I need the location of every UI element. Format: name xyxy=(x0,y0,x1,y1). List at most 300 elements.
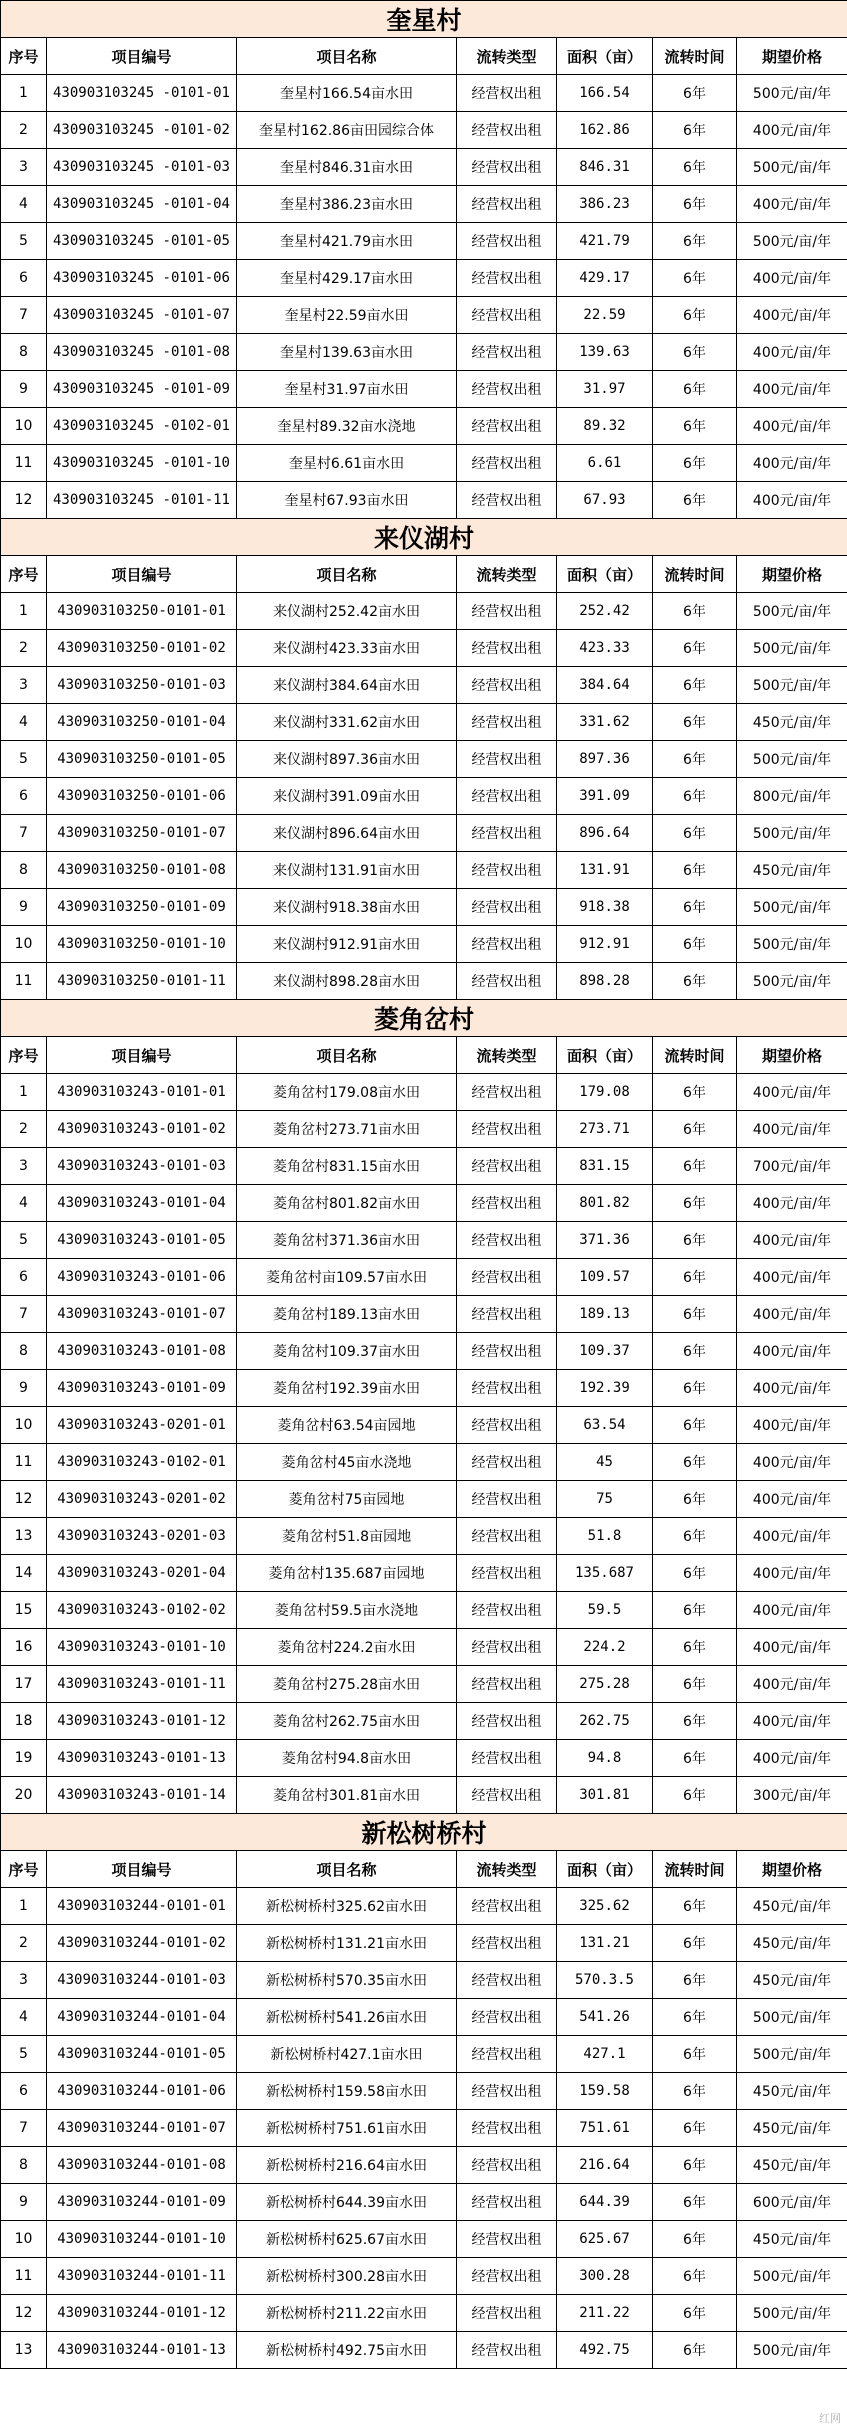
project-name-cell: 奎星村429.17亩水田 xyxy=(237,260,457,297)
project-name-cell: 来仪湖村252.42亩水田 xyxy=(237,593,457,630)
duration-cell: 6年 xyxy=(653,1629,737,1666)
project-name-cell: 新松树桥村427.1亩水田 xyxy=(237,2036,457,2073)
price-cell: 400元/亩/年 xyxy=(737,1444,847,1481)
table-row xyxy=(1,408,847,445)
table-row xyxy=(1,1592,847,1629)
project-name-cell: 菱角岔村51.8亩园地 xyxy=(237,1518,457,1555)
duration-cell: 6年 xyxy=(653,1296,737,1333)
project-name-cell: 来仪湖村912.91亩水田 xyxy=(237,926,457,963)
project-code-cell: 430903103243-0102-02 xyxy=(47,1592,237,1629)
seq-cell: 8 xyxy=(1,852,47,889)
area-cell: 300.28 xyxy=(557,2258,653,2295)
area-cell: 421.79 xyxy=(557,223,653,260)
seq-cell: 2 xyxy=(1,1925,47,1962)
table-row xyxy=(1,2073,847,2110)
project-name-cell: 来仪湖村423.33亩水田 xyxy=(237,630,457,667)
price-cell: 500元/亩/年 xyxy=(737,223,847,260)
price-cell: 400元/亩/年 xyxy=(737,1629,847,1666)
village-title: 菱角岔村 xyxy=(1,1000,847,1037)
price-cell: 400元/亩/年 xyxy=(737,1296,847,1333)
duration-cell: 6年 xyxy=(653,1999,737,2036)
project-code-cell: 430903103243-0101-06 xyxy=(47,1259,237,1296)
price-cell: 450元/亩/年 xyxy=(737,2221,847,2258)
project-name-cell: 菱角岔村109.37亩水田 xyxy=(237,1333,457,1370)
project-name-cell: 奎星村139.63亩水田 xyxy=(237,334,457,371)
table-row xyxy=(1,334,847,371)
area-cell: 89.32 xyxy=(557,408,653,445)
price-cell: 500元/亩/年 xyxy=(737,593,847,630)
project-code-cell: 430903103245 -0101-09 xyxy=(47,371,237,408)
area-cell: 897.36 xyxy=(557,741,653,778)
project-name-cell: 菱角岔村189.13亩水田 xyxy=(237,1296,457,1333)
seq-cell: 7 xyxy=(1,297,47,334)
table-row xyxy=(1,1666,847,1703)
project-code-cell: 430903103243-0201-01 xyxy=(47,1407,237,1444)
price-cell: 500元/亩/年 xyxy=(737,2332,847,2369)
seq-cell: 3 xyxy=(1,149,47,186)
seq-cell: 9 xyxy=(1,371,47,408)
project-code-cell: 430903103250-0101-02 xyxy=(47,630,237,667)
project-name-cell: 奎星村67.93亩水田 xyxy=(237,482,457,519)
duration-cell: 6年 xyxy=(653,1777,737,1814)
transfer-type-cell: 经营权出租 xyxy=(457,741,557,778)
table-row xyxy=(1,1185,847,1222)
duration-cell: 6年 xyxy=(653,1481,737,1518)
project-name-cell: 菱角岔村371.36亩水田 xyxy=(237,1222,457,1259)
table-row xyxy=(1,1148,847,1185)
transfer-type-cell: 经营权出租 xyxy=(457,186,557,223)
seq-cell: 9 xyxy=(1,2184,47,2221)
header-row xyxy=(1,38,847,75)
transfer-type-cell: 经营权出租 xyxy=(457,1333,557,1370)
price-cell: 500元/亩/年 xyxy=(737,889,847,926)
area-cell: 139.63 xyxy=(557,334,653,371)
transfer-type-cell: 经营权出租 xyxy=(457,112,557,149)
project-code-cell: 430903103243-0101-11 xyxy=(47,1666,237,1703)
duration-cell: 6年 xyxy=(653,704,737,741)
project-code-cell: 430903103244-0101-07 xyxy=(47,2110,237,2147)
table-row xyxy=(1,1703,847,1740)
transfer-type-cell: 经营权出租 xyxy=(457,1148,557,1185)
area-cell: 492.75 xyxy=(557,2332,653,2369)
village-title-row xyxy=(1,1000,847,1037)
price-cell: 450元/亩/年 xyxy=(737,2110,847,2147)
transfer-type-cell: 经营权出租 xyxy=(457,2295,557,2332)
project-code-cell: 430903103245 -0101-03 xyxy=(47,149,237,186)
price-cell: 450元/亩/年 xyxy=(737,1962,847,1999)
transfer-type-cell: 经营权出租 xyxy=(457,1259,557,1296)
area-cell: 831.15 xyxy=(557,1148,653,1185)
area-cell: 391.09 xyxy=(557,778,653,815)
price-cell: 400元/亩/年 xyxy=(737,408,847,445)
seq-cell: 1 xyxy=(1,593,47,630)
duration-cell: 6年 xyxy=(653,408,737,445)
table-row xyxy=(1,1888,847,1925)
column-header: 序号 xyxy=(1,1851,47,1888)
table-row xyxy=(1,1111,847,1148)
project-name-cell: 菱角岔村275.28亩水田 xyxy=(237,1666,457,1703)
seq-cell: 8 xyxy=(1,1333,47,1370)
transfer-type-cell: 经营权出租 xyxy=(457,1481,557,1518)
project-code-cell: 430903103243-0201-04 xyxy=(47,1555,237,1592)
seq-cell: 17 xyxy=(1,1666,47,1703)
price-cell: 300元/亩/年 xyxy=(737,1777,847,1814)
duration-cell: 6年 xyxy=(653,852,737,889)
seq-cell: 8 xyxy=(1,334,47,371)
column-header: 序号 xyxy=(1,1037,47,1074)
duration-cell: 6年 xyxy=(653,815,737,852)
table-row xyxy=(1,630,847,667)
project-name-cell: 菱角岔村179.08亩水田 xyxy=(237,1074,457,1111)
price-cell: 450元/亩/年 xyxy=(737,1888,847,1925)
column-header: 项目编号 xyxy=(47,556,237,593)
project-code-cell: 430903103245 -0101-06 xyxy=(47,260,237,297)
area-cell: 51.8 xyxy=(557,1518,653,1555)
table-row xyxy=(1,2110,847,2147)
table-row xyxy=(1,1074,847,1111)
price-cell: 400元/亩/年 xyxy=(737,1111,847,1148)
table-row xyxy=(1,1925,847,1962)
duration-cell: 6年 xyxy=(653,926,737,963)
column-header: 面积（亩） xyxy=(557,1851,653,1888)
duration-cell: 6年 xyxy=(653,1407,737,1444)
seq-cell: 1 xyxy=(1,75,47,112)
area-cell: 135.687 xyxy=(557,1555,653,1592)
seq-cell: 12 xyxy=(1,482,47,519)
project-name-cell: 奎星村166.54亩水田 xyxy=(237,75,457,112)
project-code-cell: 430903103243-0101-12 xyxy=(47,1703,237,1740)
duration-cell: 6年 xyxy=(653,1185,737,1222)
transfer-type-cell: 经营权出租 xyxy=(457,334,557,371)
project-code-cell: 430903103244-0101-05 xyxy=(47,2036,237,2073)
transfer-type-cell: 经营权出租 xyxy=(457,445,557,482)
price-cell: 800元/亩/年 xyxy=(737,778,847,815)
project-code-cell: 430903103245 -0101-11 xyxy=(47,482,237,519)
project-code-cell: 430903103250-0101-07 xyxy=(47,815,237,852)
area-cell: 159.58 xyxy=(557,2073,653,2110)
transfer-type-cell: 经营权出租 xyxy=(457,1666,557,1703)
transfer-type-cell: 经营权出租 xyxy=(457,1592,557,1629)
column-header: 面积（亩） xyxy=(557,38,653,75)
transfer-type-cell: 经营权出租 xyxy=(457,1518,557,1555)
duration-cell: 6年 xyxy=(653,1666,737,1703)
area-cell: 331.62 xyxy=(557,704,653,741)
duration-cell: 6年 xyxy=(653,1111,737,1148)
transfer-type-cell: 经营权出租 xyxy=(457,704,557,741)
seq-cell: 6 xyxy=(1,778,47,815)
seq-cell: 5 xyxy=(1,741,47,778)
project-name-cell: 新松树桥村625.67亩水田 xyxy=(237,2221,457,2258)
seq-cell: 10 xyxy=(1,408,47,445)
area-cell: 896.64 xyxy=(557,815,653,852)
price-cell: 500元/亩/年 xyxy=(737,75,847,112)
table-row xyxy=(1,1222,847,1259)
table-row xyxy=(1,1407,847,1444)
project-name-cell: 来仪湖村384.64亩水田 xyxy=(237,667,457,704)
duration-cell: 6年 xyxy=(653,2184,737,2221)
price-cell: 450元/亩/年 xyxy=(737,2147,847,2184)
area-cell: 275.28 xyxy=(557,1666,653,1703)
transfer-type-cell: 经营权出租 xyxy=(457,926,557,963)
price-cell: 400元/亩/年 xyxy=(737,1666,847,1703)
transfer-type-cell: 经营权出租 xyxy=(457,1111,557,1148)
area-cell: 192.39 xyxy=(557,1370,653,1407)
project-name-cell: 菱角岔村75亩园地 xyxy=(237,1481,457,1518)
duration-cell: 6年 xyxy=(653,2147,737,2184)
project-name-cell: 新松树桥村541.26亩水田 xyxy=(237,1999,457,2036)
column-header: 流转时间 xyxy=(653,1037,737,1074)
column-header: 流转类型 xyxy=(457,556,557,593)
village-title-row xyxy=(1,519,847,556)
seq-cell: 8 xyxy=(1,2147,47,2184)
area-cell: 31.97 xyxy=(557,371,653,408)
price-cell: 400元/亩/年 xyxy=(737,1333,847,1370)
area-cell: 325.62 xyxy=(557,1888,653,1925)
area-cell: 179.08 xyxy=(557,1074,653,1111)
project-name-cell: 菱角岔村192.39亩水田 xyxy=(237,1370,457,1407)
column-header: 流转时间 xyxy=(653,38,737,75)
seq-cell: 18 xyxy=(1,1703,47,1740)
price-cell: 400元/亩/年 xyxy=(737,186,847,223)
project-name-cell: 菱角岔村831.15亩水田 xyxy=(237,1148,457,1185)
project-name-cell: 菱角岔村亩109.57亩水田 xyxy=(237,1259,457,1296)
project-code-cell: 430903103244-0101-08 xyxy=(47,2147,237,2184)
column-header: 流转类型 xyxy=(457,1851,557,1888)
seq-cell: 10 xyxy=(1,1407,47,1444)
seq-cell: 19 xyxy=(1,1740,47,1777)
price-cell: 500元/亩/年 xyxy=(737,815,847,852)
project-code-cell: 430903103250-0101-06 xyxy=(47,778,237,815)
area-cell: 252.42 xyxy=(557,593,653,630)
duration-cell: 6年 xyxy=(653,2036,737,2073)
area-cell: 162.86 xyxy=(557,112,653,149)
project-code-cell: 430903103244-0101-04 xyxy=(47,1999,237,2036)
table-row xyxy=(1,963,847,1000)
transfer-type-cell: 经营权出租 xyxy=(457,2110,557,2147)
price-cell: 400元/亩/年 xyxy=(737,1481,847,1518)
project-code-cell: 430903103243-0101-13 xyxy=(47,1740,237,1777)
seq-cell: 12 xyxy=(1,2295,47,2332)
seq-cell: 20 xyxy=(1,1777,47,1814)
table-row xyxy=(1,1999,847,2036)
transfer-type-cell: 经营权出租 xyxy=(457,408,557,445)
price-cell: 500元/亩/年 xyxy=(737,630,847,667)
area-cell: 22.59 xyxy=(557,297,653,334)
column-header: 流转时间 xyxy=(653,556,737,593)
seq-cell: 4 xyxy=(1,704,47,741)
table-row xyxy=(1,889,847,926)
project-name-cell: 菱角岔村224.2亩水田 xyxy=(237,1629,457,1666)
table-row xyxy=(1,778,847,815)
seq-cell: 2 xyxy=(1,112,47,149)
table-row xyxy=(1,2258,847,2295)
transfer-type-cell: 经营权出租 xyxy=(457,2184,557,2221)
duration-cell: 6年 xyxy=(653,1962,737,1999)
project-name-cell: 奎星村162.86亩田园综合体 xyxy=(237,112,457,149)
area-cell: 59.5 xyxy=(557,1592,653,1629)
duration-cell: 6年 xyxy=(653,1148,737,1185)
column-header: 项目编号 xyxy=(47,1851,237,1888)
project-code-cell: 430903103243-0101-08 xyxy=(47,1333,237,1370)
column-header: 流转类型 xyxy=(457,38,557,75)
seq-cell: 11 xyxy=(1,1444,47,1481)
project-name-cell: 奎星村6.61亩水田 xyxy=(237,445,457,482)
village-title-row xyxy=(1,1,847,38)
duration-cell: 6年 xyxy=(653,1074,737,1111)
price-cell: 400元/亩/年 xyxy=(737,1074,847,1111)
transfer-type-cell: 经营权出租 xyxy=(457,2221,557,2258)
table-row xyxy=(1,1740,847,1777)
project-name-cell: 来仪湖村898.28亩水田 xyxy=(237,963,457,1000)
price-cell: 400元/亩/年 xyxy=(737,112,847,149)
transfer-type-cell: 经营权出租 xyxy=(457,2036,557,2073)
project-code-cell: 430903103250-0101-08 xyxy=(47,852,237,889)
table-row xyxy=(1,1777,847,1814)
transfer-type-cell: 经营权出租 xyxy=(457,371,557,408)
project-code-cell: 430903103250-0101-11 xyxy=(47,963,237,1000)
column-header: 项目名称 xyxy=(237,1037,457,1074)
project-code-cell: 430903103245 -0101-02 xyxy=(47,112,237,149)
price-cell: 400元/亩/年 xyxy=(737,297,847,334)
duration-cell: 6年 xyxy=(653,741,737,778)
table-row xyxy=(1,1333,847,1370)
seq-cell: 3 xyxy=(1,1148,47,1185)
seq-cell: 5 xyxy=(1,2036,47,2073)
table-row xyxy=(1,704,847,741)
area-cell: 371.36 xyxy=(557,1222,653,1259)
price-cell: 400元/亩/年 xyxy=(737,1259,847,1296)
project-code-cell: 430903103250-0101-05 xyxy=(47,741,237,778)
seq-cell: 4 xyxy=(1,186,47,223)
seq-cell: 1 xyxy=(1,1888,47,1925)
seq-cell: 13 xyxy=(1,1518,47,1555)
column-header: 项目名称 xyxy=(237,556,457,593)
duration-cell: 6年 xyxy=(653,112,737,149)
area-cell: 541.26 xyxy=(557,1999,653,2036)
transfer-type-cell: 经营权出租 xyxy=(457,223,557,260)
area-cell: 166.54 xyxy=(557,75,653,112)
price-cell: 400元/亩/年 xyxy=(737,371,847,408)
transfer-type-cell: 经营权出租 xyxy=(457,482,557,519)
area-cell: 6.61 xyxy=(557,445,653,482)
project-code-cell: 430903103245 -0101-01 xyxy=(47,75,237,112)
price-cell: 400元/亩/年 xyxy=(737,1703,847,1740)
header-row xyxy=(1,556,847,593)
price-cell: 400元/亩/年 xyxy=(737,1592,847,1629)
price-cell: 400元/亩/年 xyxy=(737,1740,847,1777)
project-code-cell: 430903103250-0101-10 xyxy=(47,926,237,963)
area-cell: 109.57 xyxy=(557,1259,653,1296)
project-name-cell: 新松树桥村300.28亩水田 xyxy=(237,2258,457,2295)
table-row xyxy=(1,1259,847,1296)
price-cell: 400元/亩/年 xyxy=(737,445,847,482)
project-name-cell: 菱角岔村94.8亩水田 xyxy=(237,1740,457,1777)
transfer-type-cell: 经营权出租 xyxy=(457,260,557,297)
transfer-type-cell: 经营权出租 xyxy=(457,1444,557,1481)
transfer-type-cell: 经营权出租 xyxy=(457,1629,557,1666)
price-cell: 400元/亩/年 xyxy=(737,1370,847,1407)
area-cell: 386.23 xyxy=(557,186,653,223)
project-name-cell: 新松树桥村131.21亩水田 xyxy=(237,1925,457,1962)
seq-cell: 11 xyxy=(1,2258,47,2295)
transfer-type-cell: 经营权出租 xyxy=(457,852,557,889)
price-cell: 450元/亩/年 xyxy=(737,852,847,889)
project-name-cell: 菱角岔村59.5亩水浇地 xyxy=(237,1592,457,1629)
seq-cell: 7 xyxy=(1,2110,47,2147)
project-code-cell: 430903103244-0101-10 xyxy=(47,2221,237,2258)
village-title-row xyxy=(1,1814,847,1851)
price-cell: 700元/亩/年 xyxy=(737,1148,847,1185)
project-name-cell: 奎星村846.31亩水田 xyxy=(237,149,457,186)
project-name-cell: 新松树桥村216.64亩水田 xyxy=(237,2147,457,2184)
table-row xyxy=(1,260,847,297)
project-code-cell: 430903103245 -0101-07 xyxy=(47,297,237,334)
price-cell: 450元/亩/年 xyxy=(737,1925,847,1962)
price-cell: 500元/亩/年 xyxy=(737,926,847,963)
project-code-cell: 430903103244-0101-06 xyxy=(47,2073,237,2110)
seq-cell: 3 xyxy=(1,1962,47,1999)
project-name-cell: 新松树桥村325.62亩水田 xyxy=(237,1888,457,1925)
project-name-cell: 菱角岔村301.81亩水田 xyxy=(237,1777,457,1814)
price-cell: 500元/亩/年 xyxy=(737,667,847,704)
project-code-cell: 430903103243-0101-02 xyxy=(47,1111,237,1148)
column-header: 项目名称 xyxy=(237,1851,457,1888)
seq-cell: 7 xyxy=(1,1296,47,1333)
duration-cell: 6年 xyxy=(653,445,737,482)
price-cell: 450元/亩/年 xyxy=(737,2073,847,2110)
header-row xyxy=(1,1037,847,1074)
seq-cell: 6 xyxy=(1,260,47,297)
column-header: 项目名称 xyxy=(237,38,457,75)
column-header: 流转类型 xyxy=(457,1037,557,1074)
price-cell: 500元/亩/年 xyxy=(737,2258,847,2295)
table-row xyxy=(1,926,847,963)
table-row xyxy=(1,112,847,149)
project-name-cell: 奎星村22.59亩水田 xyxy=(237,297,457,334)
project-code-cell: 430903103245 -0101-05 xyxy=(47,223,237,260)
duration-cell: 6年 xyxy=(653,371,737,408)
seq-cell: 3 xyxy=(1,667,47,704)
area-cell: 644.39 xyxy=(557,2184,653,2221)
project-name-cell: 菱角岔村63.54亩园地 xyxy=(237,1407,457,1444)
transfer-type-cell: 经营权出租 xyxy=(457,75,557,112)
duration-cell: 6年 xyxy=(653,963,737,1000)
transfer-type-cell: 经营权出租 xyxy=(457,1999,557,2036)
project-code-cell: 430903103244-0101-03 xyxy=(47,1962,237,1999)
duration-cell: 6年 xyxy=(653,149,737,186)
transfer-type-cell: 经营权出租 xyxy=(457,1703,557,1740)
duration-cell: 6年 xyxy=(653,889,737,926)
project-name-cell: 奎星村386.23亩水田 xyxy=(237,186,457,223)
project-code-cell: 430903103243-0101-10 xyxy=(47,1629,237,1666)
header-row xyxy=(1,1851,847,1888)
project-code-cell: 430903103243-0101-03 xyxy=(47,1148,237,1185)
duration-cell: 6年 xyxy=(653,1555,737,1592)
area-cell: 273.71 xyxy=(557,1111,653,1148)
column-header: 流转时间 xyxy=(653,1851,737,1888)
project-code-cell: 430903103245 -0102-01 xyxy=(47,408,237,445)
column-header: 序号 xyxy=(1,38,47,75)
duration-cell: 6年 xyxy=(653,2221,737,2258)
table-row xyxy=(1,2295,847,2332)
column-header: 面积（亩） xyxy=(557,1037,653,1074)
project-name-cell: 来仪湖村131.91亩水田 xyxy=(237,852,457,889)
transfer-type-cell: 经营权出租 xyxy=(457,1555,557,1592)
duration-cell: 6年 xyxy=(653,2332,737,2369)
transfer-type-cell: 经营权出租 xyxy=(457,667,557,704)
seq-cell: 14 xyxy=(1,1555,47,1592)
duration-cell: 6年 xyxy=(653,778,737,815)
